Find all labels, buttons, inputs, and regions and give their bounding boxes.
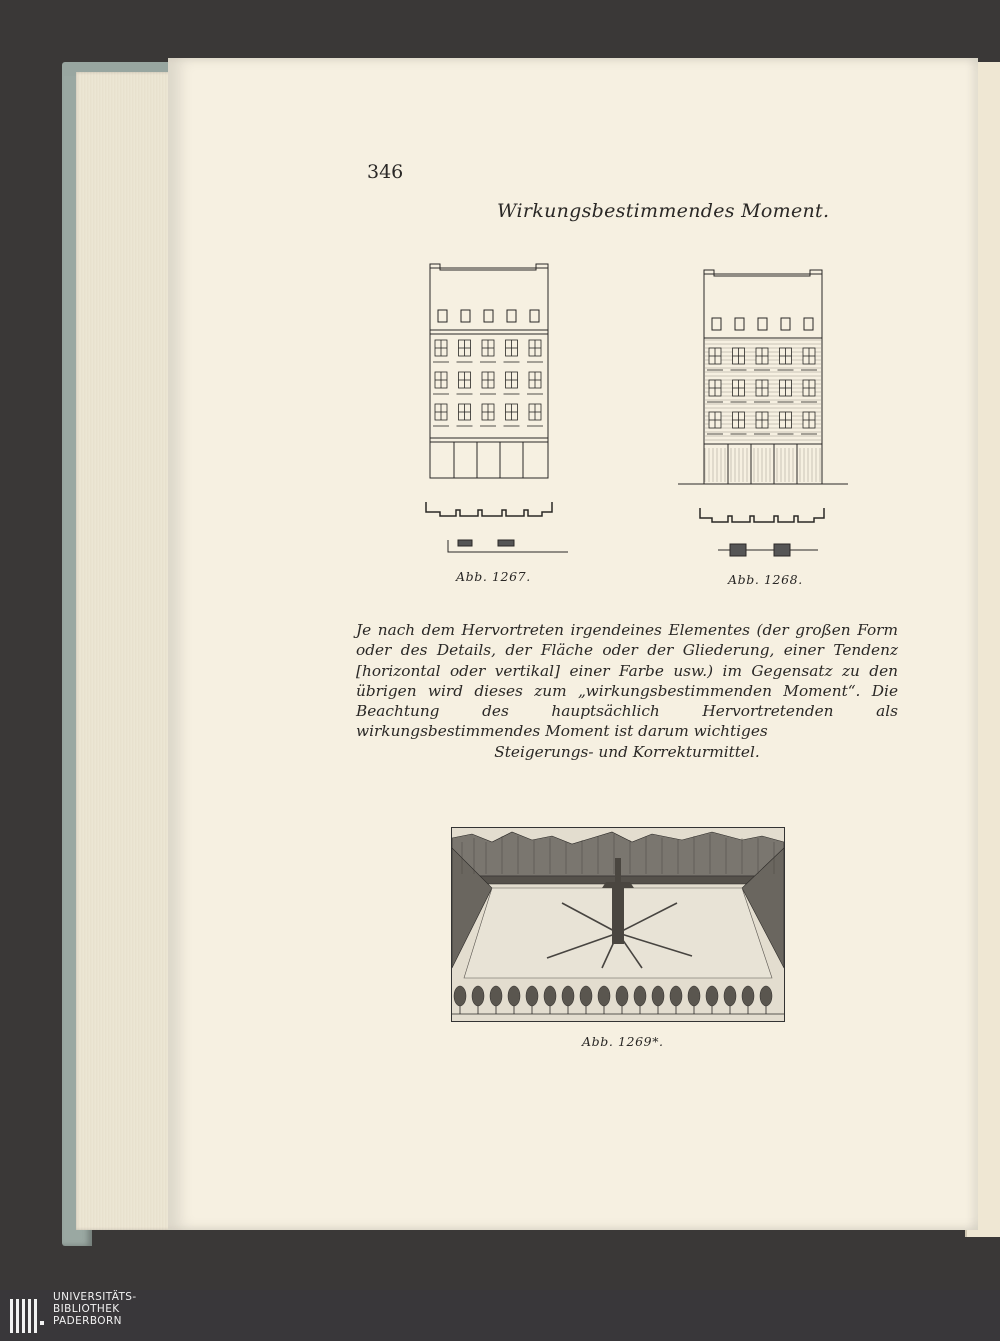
figure-1268-facade-drawing: [678, 268, 848, 568]
figure-1269-engraving: [451, 827, 785, 1022]
figure-1268-caption: Abb. 1268.: [728, 572, 803, 587]
figure-1267-caption: Abb. 1267.: [456, 569, 531, 584]
page-number: 346: [367, 161, 404, 183]
figure-1269-caption: Abb. 1269*.: [582, 1034, 664, 1049]
library-name: [53, 1291, 137, 1327]
library-name-line3: PADERBORN: [53, 1315, 122, 1327]
page-edges: [76, 72, 176, 1230]
body-paragraph: [356, 620, 898, 762]
figure-1267-facade-drawing: [418, 262, 568, 562]
body-paragraph-text: Je nach dem Hervortreten irgendeines Elementes (der großen Form oder des Details, der Fläche oder der Gliederung, einer Tendenz [horizontal oder vertikal] einer Farbe usw.) im Gegensatz zu den übrigen wird dieses zum „wirkungsbestimmenden Moment“. Die Beachtung des hauptsächlich Hervortretenden als wirkungsbestimmendes Moment ist darum wichtiges: [356, 621, 898, 741]
library-name-line1: UNIVERSITÄTS-: [53, 1291, 137, 1303]
library-footer: [0, 1290, 1000, 1341]
figure-1269-drawing: [452, 828, 784, 1021]
library-name-line2: BIBLIOTHEK: [53, 1303, 120, 1315]
running-head: Wirkungsbestimmendes Moment.: [497, 200, 830, 222]
library-logo-icon: [10, 1299, 48, 1333]
body-paragraph-last-line: Steigerungs- und Korrekturmittel.: [494, 742, 760, 761]
